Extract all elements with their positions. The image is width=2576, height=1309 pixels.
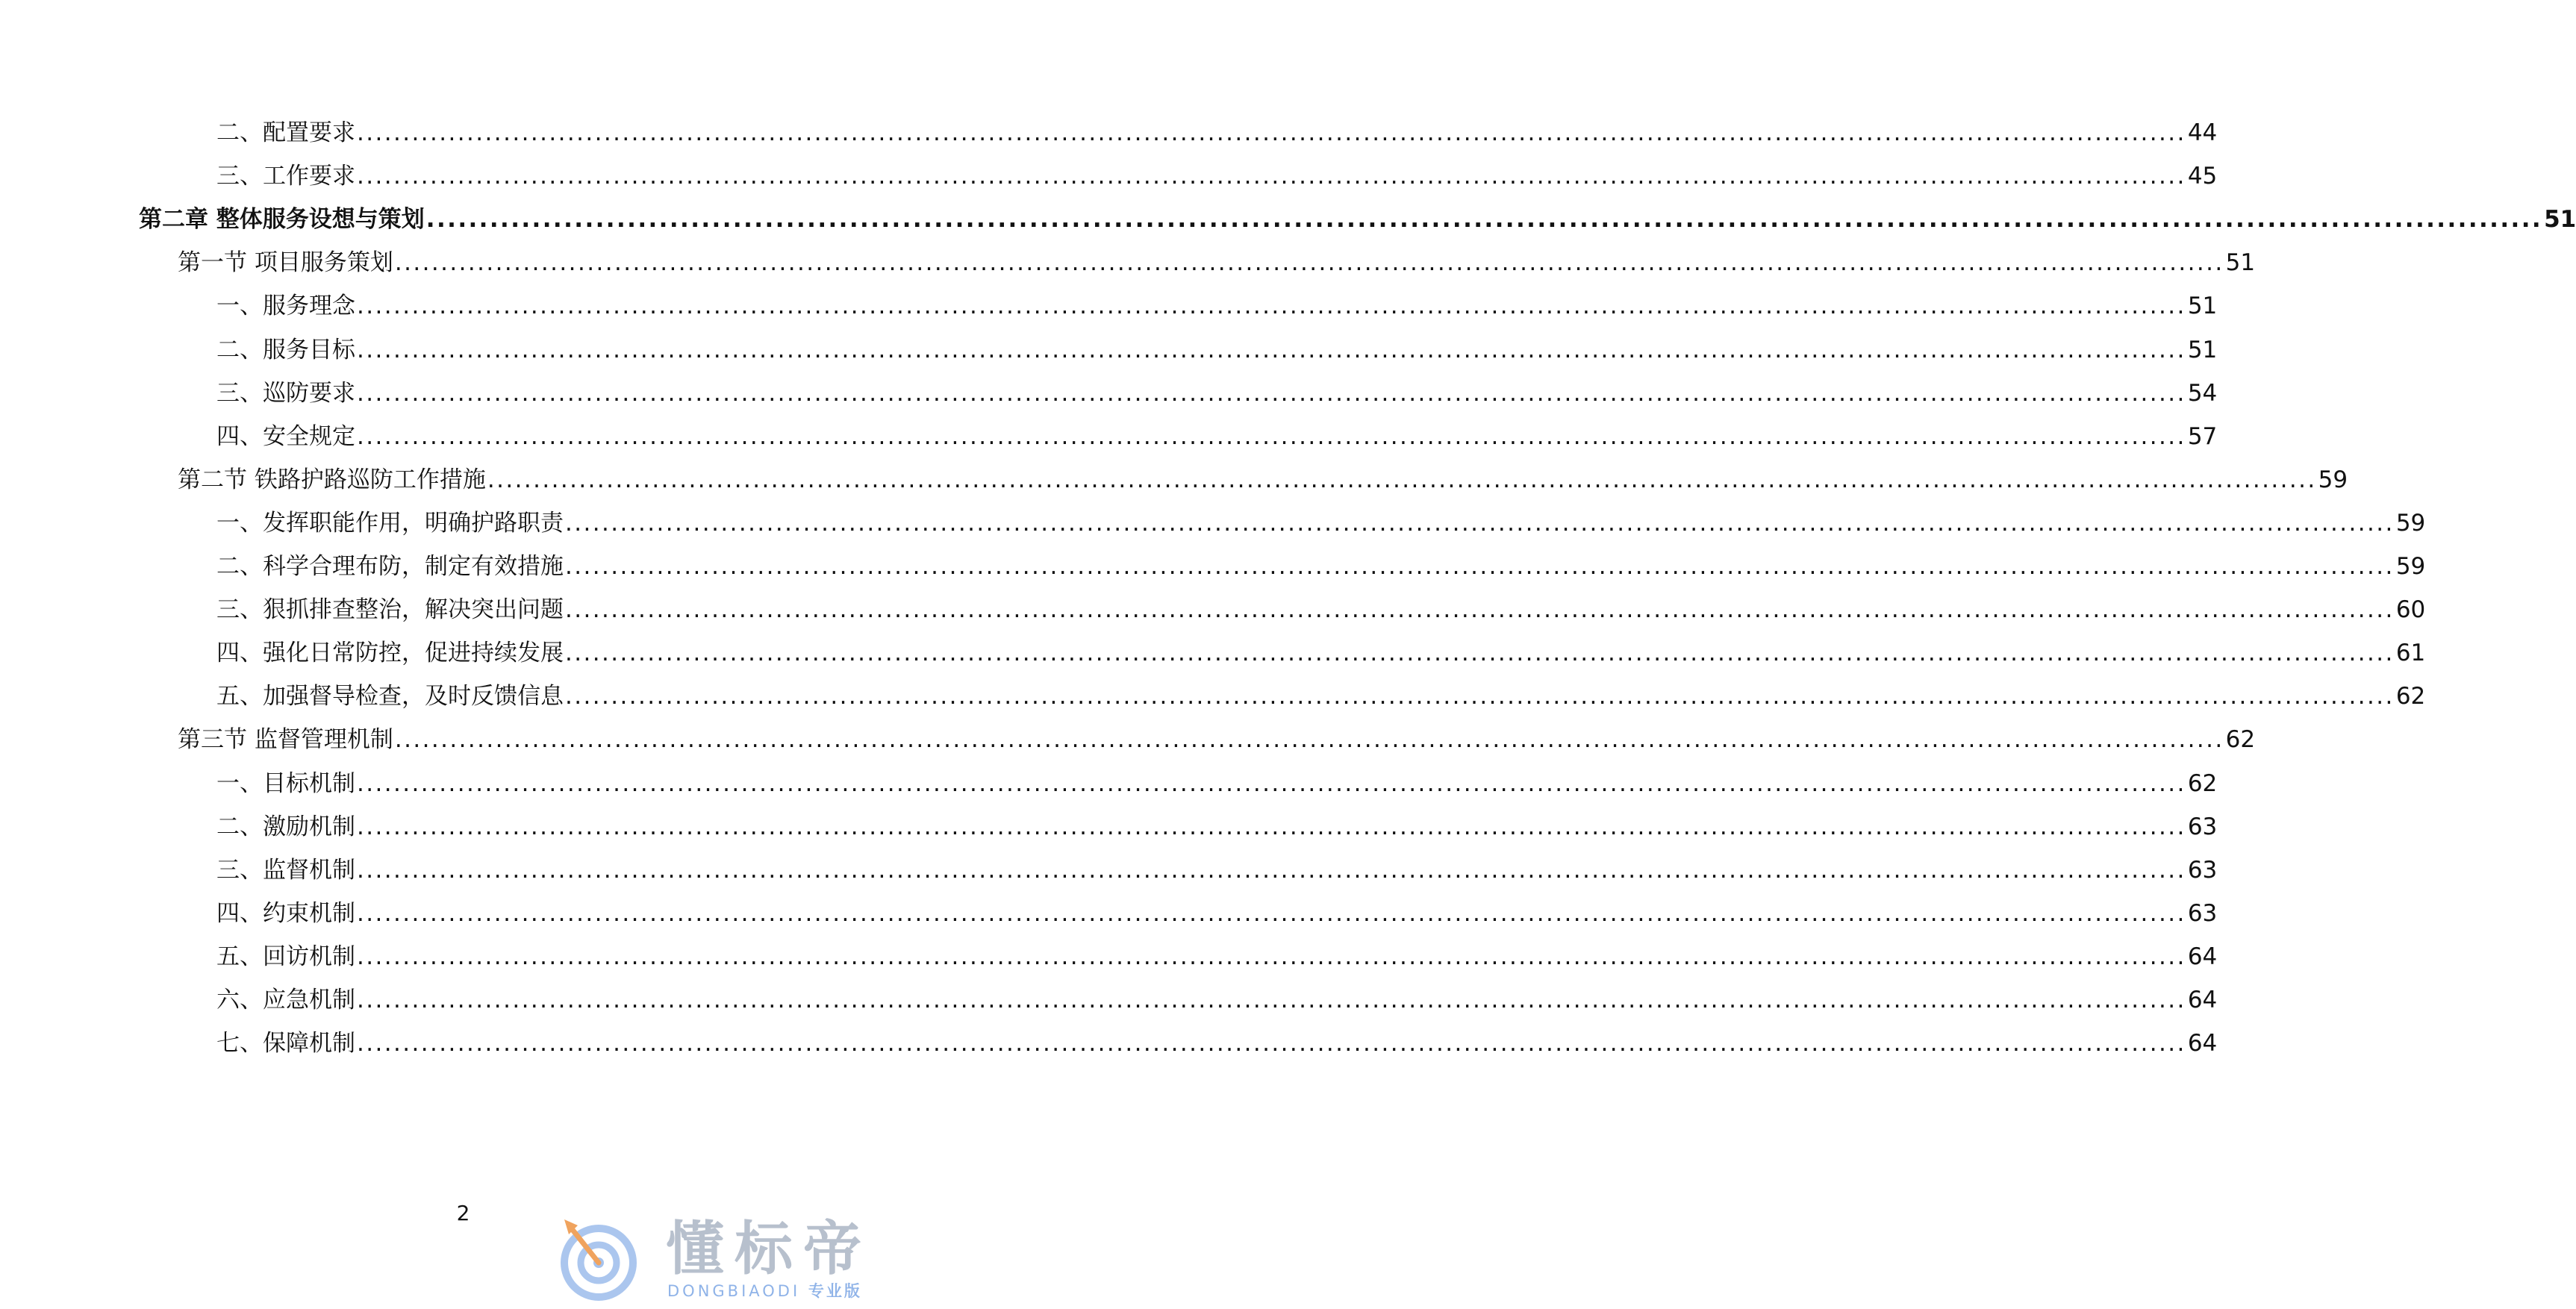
toc-dot-leader: ........................................................................................................................................................................................................ (487, 466, 2317, 493)
toc-section-entry[interactable] (178, 242, 2256, 278)
page-number: 2 (456, 1201, 470, 1225)
toc-entry-title: 四、强化日常防控，促进持续发展 (216, 640, 564, 667)
toc-entry-title: 一、目标机制 (216, 769, 355, 797)
toc-entry-title: 六、应急机制 (216, 987, 355, 1013)
toc-entry-page: 60 (2395, 596, 2426, 624)
toc-entry-title: 五、加强督导检查，及时反馈信息 (216, 683, 564, 710)
toc-subsection-entry[interactable] (216, 502, 2426, 538)
toc-entry-page: 54 (2187, 379, 2218, 407)
toc-entry-page: 62 (2187, 769, 2218, 797)
watermark-subtitle-latin: DONGBIAODI (667, 1282, 801, 1300)
toc-dot-leader: ........................................................................................................................................................................................................ (357, 856, 2186, 884)
toc-entry-title: 四、约束机制 (216, 899, 355, 927)
toc-entry-title: 七、保障机制 (216, 1030, 355, 1057)
toc-entry-title: 三、工作要求 (216, 163, 355, 190)
toc-entry-title: 第二章 整体服务设想与策划 (139, 206, 425, 234)
toc-entry-page: 64 (2187, 1030, 2218, 1057)
toc-dot-leader: ........................................................................................................................................................................................................ (394, 726, 2224, 754)
toc-entry-title: 第二节 铁路护路巡防工作措施 (178, 466, 486, 493)
toc-entry-page: 45 (2187, 163, 2218, 190)
toc-dot-leader: ........................................................................................................................................................................................................ (357, 163, 2186, 190)
toc-subsection-entry[interactable] (216, 589, 2426, 625)
toc-dot-leader: ........................................................................................................................................................................................................ (565, 509, 2395, 537)
toc-dot-leader: ........................................................................................................................................................................................................ (357, 943, 2186, 970)
toc-dot-leader: ........................................................................................................................................................................................................ (357, 769, 2186, 797)
toc-dot-leader: ........................................................................................................................................................................................................ (357, 119, 2186, 146)
toc-subsection-entry[interactable] (216, 763, 2218, 799)
toc-dot-leader: ........................................................................................................................................................................................................ (357, 899, 2186, 927)
toc-entry-title: 第三节 监督管理机制 (178, 726, 393, 754)
toc-entry-title: 五、回访机制 (216, 943, 355, 970)
toc-entry-title: 二、科学合理布防，制定有效措施 (216, 553, 564, 580)
toc-dot-leader: ........................................................................................................................................................................................................ (565, 640, 2395, 667)
toc-subsection-entry[interactable] (216, 416, 2218, 452)
toc-entry-title: 一、发挥职能作用，明确护路职责 (216, 509, 564, 537)
watermark-edition: 专业版 (808, 1282, 862, 1300)
toc-dot-leader: ........................................................................................................................................................................................................ (565, 683, 2395, 710)
toc-dot-leader: ........................................................................................................................................................................................................ (357, 336, 2186, 363)
toc-subsection-entry[interactable] (216, 1022, 2218, 1058)
target-arrow-logo-icon (554, 1213, 643, 1303)
toc-dot-leader: ........................................................................................................................................................................................................ (357, 987, 2186, 1013)
toc-dot-leader: ........................................................................................................................................................................................................ (357, 1030, 2186, 1057)
toc-entry-page: 62 (2225, 726, 2256, 754)
toc-entry-page: 64 (2187, 943, 2218, 970)
toc-entry-title: 三、狠抓排查整治，解决突出问题 (216, 596, 564, 624)
toc-entry-page: 51 (2544, 206, 2576, 234)
toc-subsection-entry[interactable] (216, 893, 2218, 928)
toc-entry-title: 三、巡防要求 (216, 379, 355, 407)
toc-subsection-entry[interactable] (216, 329, 2218, 365)
toc-dot-leader: ........................................................................................................................................................................................................ (425, 206, 2543, 234)
toc-subsection-entry[interactable] (216, 979, 2218, 1015)
toc-entry-title: 二、配置要求 (216, 119, 355, 146)
toc-subsection-entry[interactable] (216, 936, 2218, 972)
toc-subsection-entry[interactable] (216, 112, 2218, 148)
toc-entry-title: 第一节 项目服务策划 (178, 249, 393, 277)
toc-subsection-entry[interactable] (216, 372, 2218, 408)
toc-dot-leader: ........................................................................................................................................................................................................ (565, 553, 2395, 580)
toc-entry-title: 三、监督机制 (216, 856, 355, 884)
toc-dot-leader: ........................................................................................................................................................................................................ (357, 422, 2186, 450)
toc-subsection-entry[interactable] (216, 806, 2218, 842)
toc-dot-leader: ........................................................................................................................................................................................................ (357, 379, 2186, 407)
watermark (554, 1213, 912, 1303)
toc-dot-leader: ........................................................................................................................................................................................................ (357, 293, 2186, 320)
watermark-brand: 懂标帝 (666, 1216, 873, 1283)
toc-subsection-entry[interactable] (216, 849, 2218, 885)
toc-entry-page: 63 (2187, 856, 2218, 884)
toc-entry-page: 59 (2395, 509, 2426, 537)
toc-entry-page: 44 (2187, 119, 2218, 146)
toc-section-entry[interactable] (178, 719, 2256, 755)
toc-subsection-entry[interactable] (216, 632, 2426, 668)
toc-subsection-entry[interactable] (216, 285, 2218, 321)
toc-entry-page: 63 (2187, 813, 2218, 840)
toc-entry-page: 57 (2187, 422, 2218, 450)
toc-entry-title: 四、安全规定 (216, 422, 355, 450)
toc-subsection-entry[interactable] (216, 546, 2426, 581)
toc-entry-page: 61 (2395, 640, 2426, 667)
toc-dot-leader: ........................................................................................................................................................................................................ (357, 813, 2186, 840)
toc-entry-page: 63 (2187, 899, 2218, 927)
toc-entry-page: 51 (2225, 249, 2256, 277)
toc-entry-page: 59 (2318, 466, 2348, 493)
toc-dot-leader: ........................................................................................................................................................................................................ (394, 249, 2224, 277)
toc-subsection-entry[interactable] (216, 675, 2426, 711)
toc-entry-page: 51 (2187, 293, 2218, 320)
toc-dot-leader: ........................................................................................................................................................................................................ (565, 596, 2395, 624)
toc-entry-title: 一、服务理念 (216, 293, 355, 320)
toc-entry-title: 二、服务目标 (216, 336, 355, 363)
toc-entry-page: 59 (2395, 553, 2426, 580)
watermark-subtitle (667, 1282, 914, 1300)
toc-entry-title: 二、激励机制 (216, 813, 355, 840)
toc-entry-page: 51 (2187, 336, 2218, 363)
toc-entry-page: 62 (2395, 683, 2426, 710)
toc-chapter-entry[interactable] (139, 199, 2576, 234)
toc-section-entry[interactable] (178, 459, 2348, 495)
toc-subsection-entry[interactable] (216, 155, 2218, 191)
toc-entry-page: 64 (2187, 987, 2218, 1013)
